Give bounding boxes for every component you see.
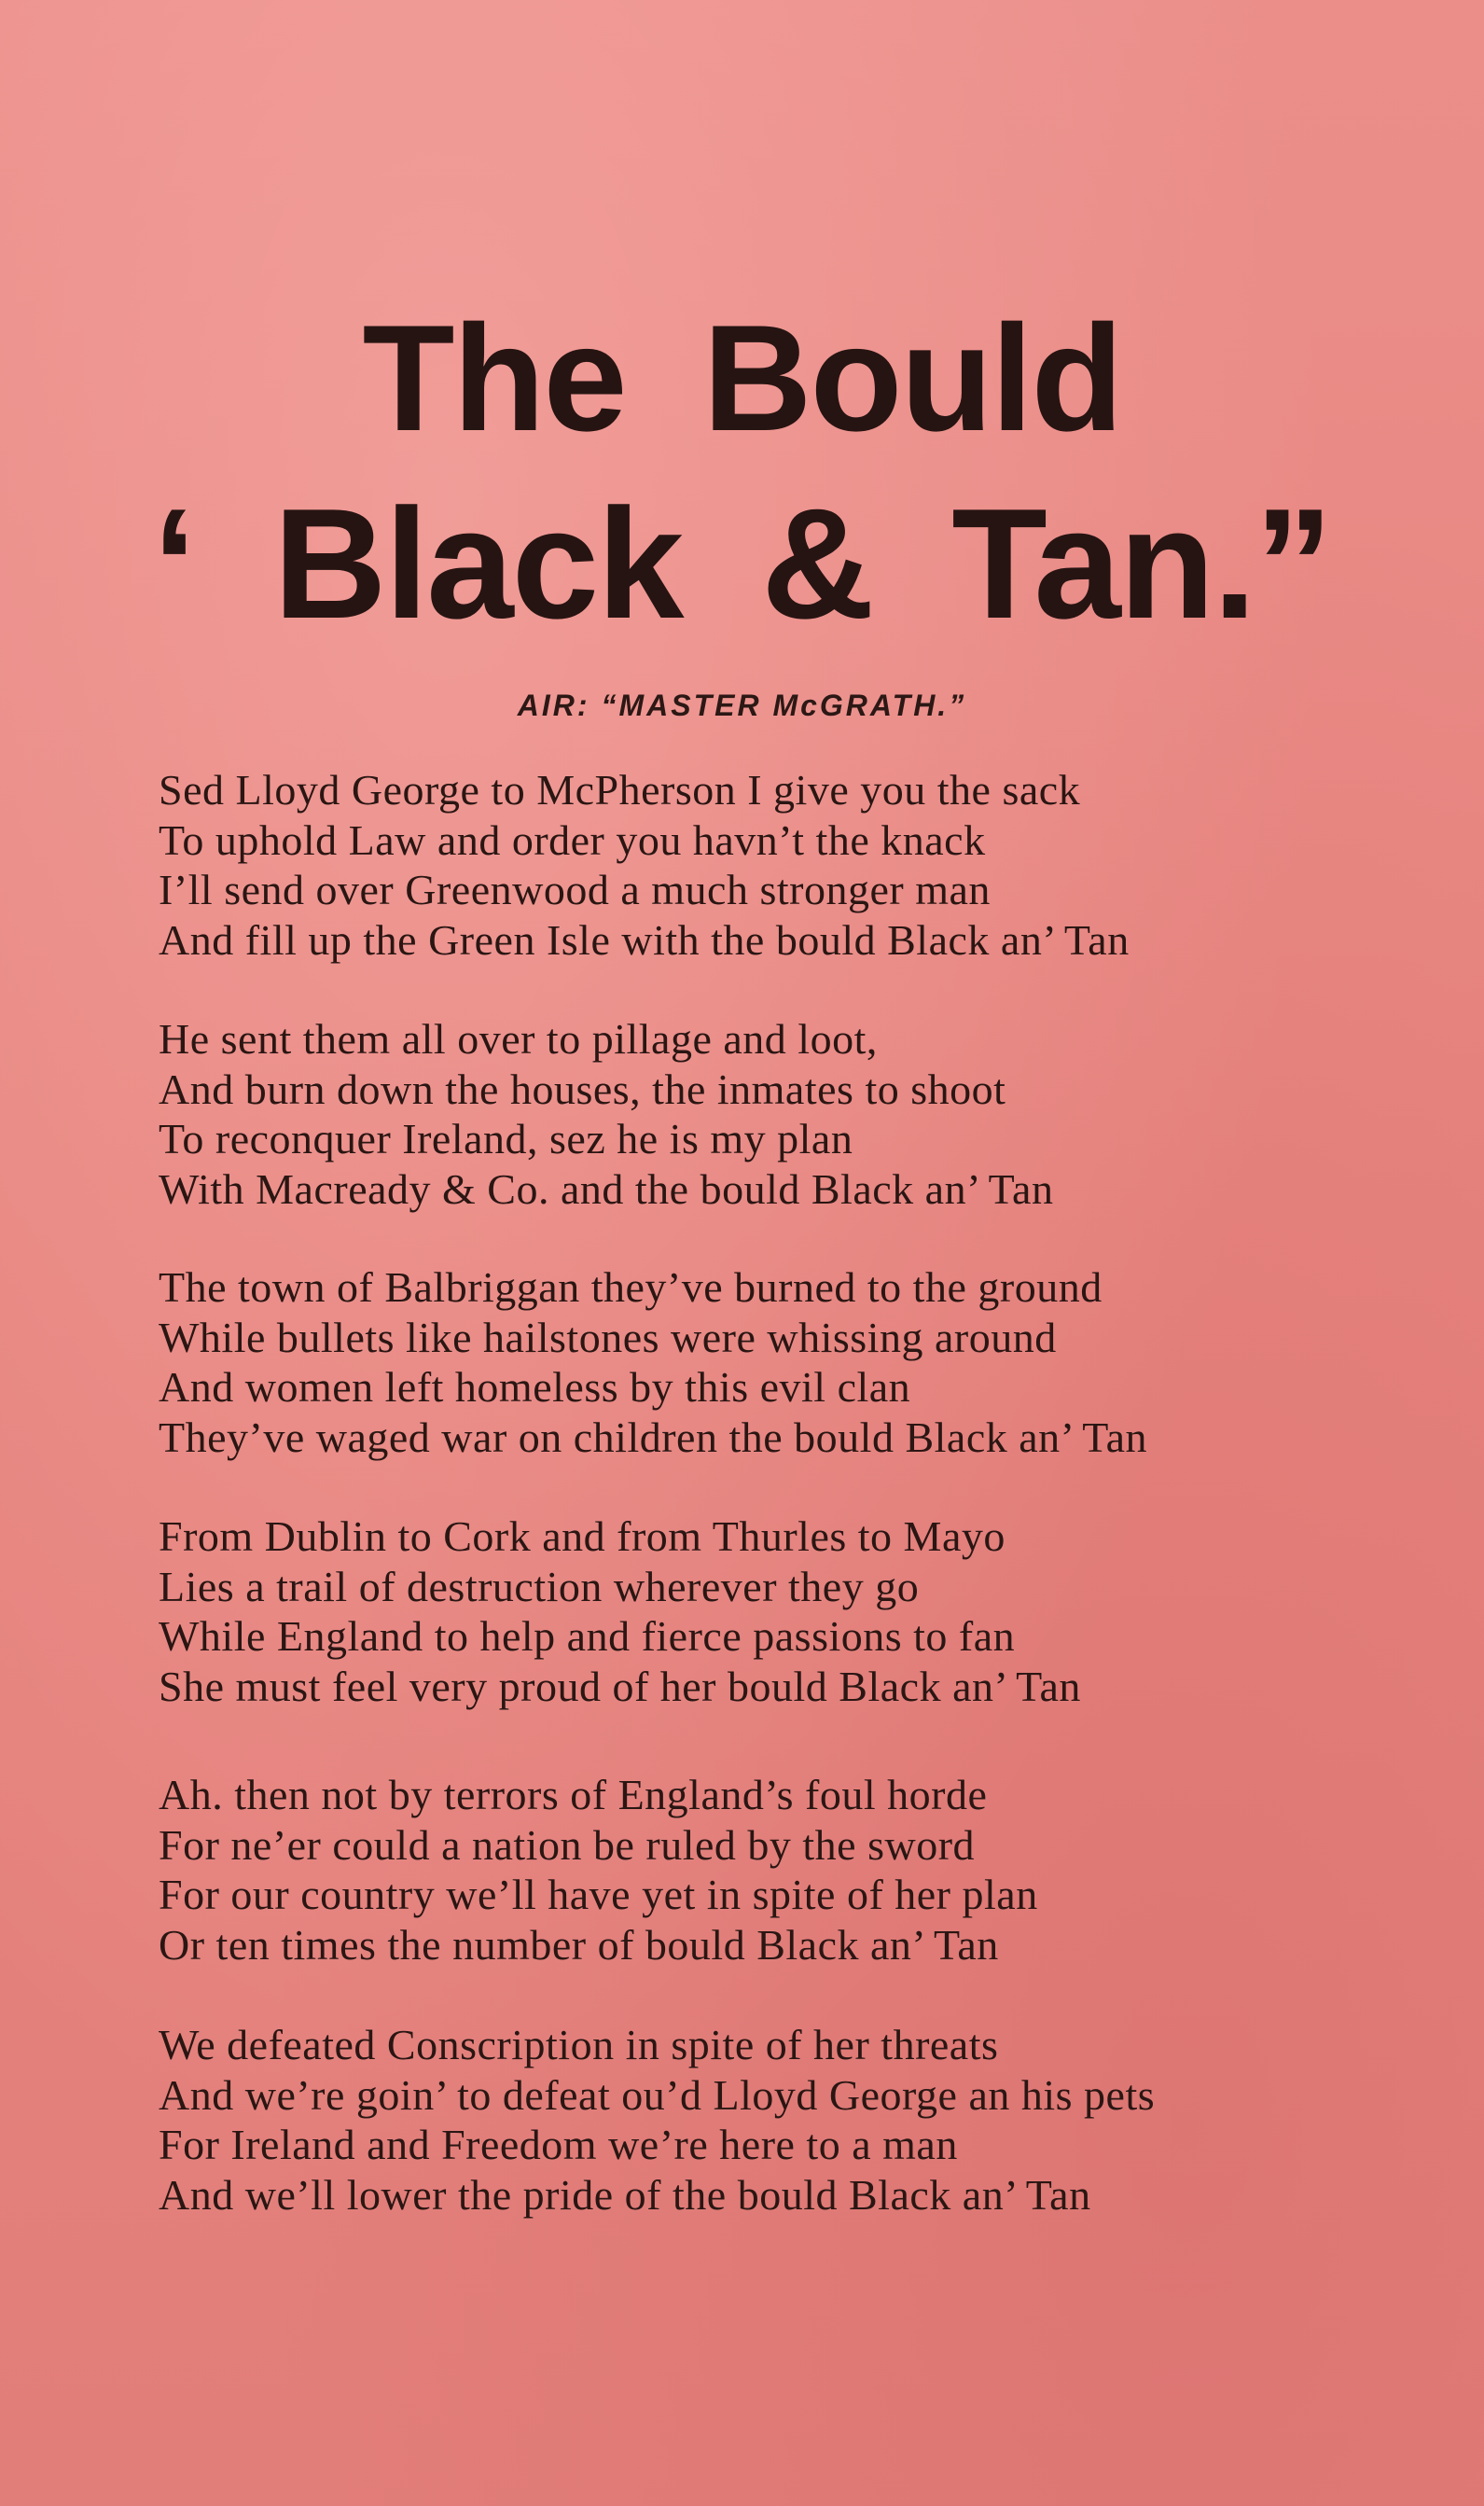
stanza-line: And women left homeless by this evil clan — [159, 1363, 911, 1411]
stanza-line: And we’re goin’ to defeat ou’d Lloyd George an his pets — [159, 2070, 1156, 2119]
stanza-line: And fill up the Green Isle with the bould Black an’ Tan — [159, 915, 1130, 964]
stanza-line: For Ireland and Freedom we’re here to a man — [159, 2121, 958, 2168]
stanza-6 — [159, 2020, 1371, 2220]
stanza-3 — [159, 1262, 1371, 1462]
stanza-line: We defeated Conscription in spite of her threats — [159, 2021, 999, 2068]
stanza-line: Or ten times the number of bould Black an’ Tan — [159, 1920, 999, 1969]
song-air: AIR: “MASTER McGRATH.” — [517, 689, 967, 722]
stanza-line: And burn down the houses, the inmates to shoot — [159, 1065, 1006, 1113]
stanza-line: I’ll send over Greenwood a much stronger man — [159, 866, 991, 913]
stanza-5 — [159, 1770, 1371, 1970]
stanza-line: Ah. then not by terrors of England’s foul horde — [159, 1771, 988, 1818]
stanza-line: With Macready & Co. and the bould Black an’ Tan — [159, 1164, 1054, 1213]
stanza-line: To uphold Law and order you havn’t the knack — [159, 815, 986, 864]
stanza-line: For our country we’ll have yet in spite of her plan — [159, 1871, 1038, 1918]
stanza-line: They’ve waged war on children the bould Black an’ Tan — [159, 1413, 1148, 1461]
song-title-line-2: ‘ Black & Tan.” — [152, 476, 1332, 651]
stanza-2 — [159, 1014, 1371, 1214]
stanza-line: From Dublin to Cork and from Thurles to Mayo — [159, 1512, 1006, 1560]
stanza-line: For ne’er could a nation be ruled by the sword — [159, 1820, 976, 1869]
stanza-line: And we’ll lower the pride of the bould Black an’ Tan — [159, 2170, 1091, 2219]
stanza-line: Sed Lloyd George to McPherson I give you the sack — [159, 766, 1081, 814]
stanza-1 — [159, 765, 1371, 965]
stanza-line: To reconquer Ireland, sez he is my plan — [159, 1115, 853, 1163]
stanza-line: He sent them all over to pillage and loot, — [159, 1015, 878, 1063]
stanza-line: While bullets like hailstones were whissing around — [159, 1313, 1057, 1361]
stanza-4 — [159, 1511, 1371, 1711]
song-title-line-1: The Bould — [362, 294, 1122, 463]
stanza-line: The town of Balbriggan they’ve burned to the ground — [159, 1263, 1103, 1311]
stanza-line: Lies a trail of destruction wherever they go — [159, 1562, 920, 1610]
stanza-line: She must feel very proud of her bould Black an’ Tan — [159, 1662, 1081, 1710]
stanza-line: While England to help and fierce passions to fan — [159, 1612, 1016, 1660]
